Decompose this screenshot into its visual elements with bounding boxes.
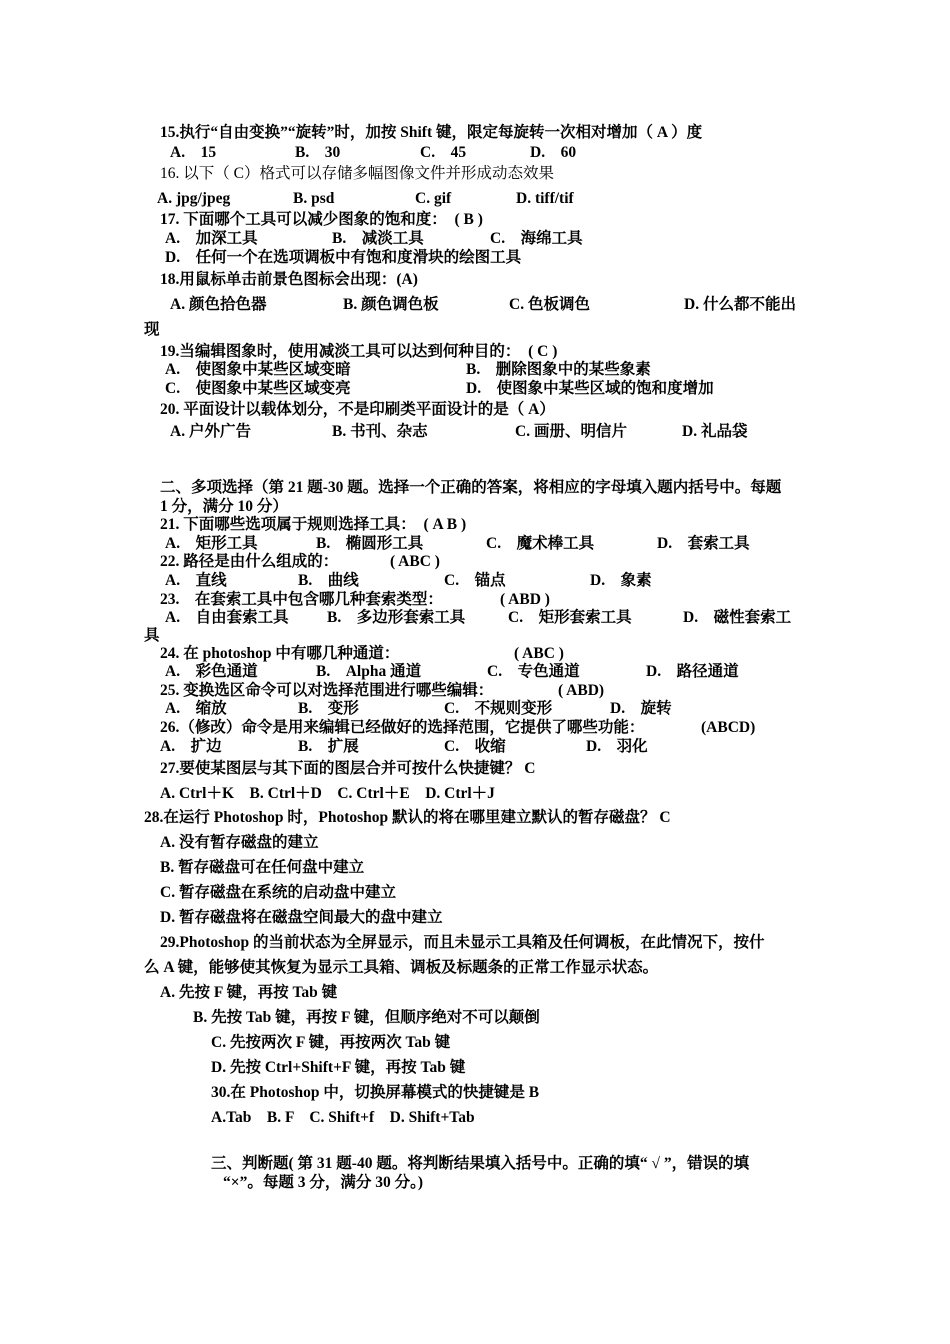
question-21-option-b: B. 椭圆形工具 <box>316 535 424 552</box>
question-15-option-c: C. 45 <box>420 144 467 161</box>
question-24-answer: ( ABC ) <box>514 645 564 662</box>
question-20-option-c: C. 画册、明信片 <box>515 423 627 440</box>
question-24-option-b: B. Alpha 通道 <box>316 663 422 680</box>
section-3-heading-line-2: “×”。每题 3 分，满分 30 分。) <box>223 1174 423 1191</box>
question-23-option-c: C. 矩形套索工具 <box>508 609 632 626</box>
question-23-option-a: A. 自由套索工具 <box>165 609 289 626</box>
question-20-option-a: A. 户外广告 <box>170 423 251 440</box>
question-29-option-a: A. 先按 F 键，再按 Tab 键 <box>160 984 338 1001</box>
question-28-option-d: D. 暂存磁盘将在磁盘空间最大的盘中建立 <box>160 909 443 926</box>
question-27-options: A. Ctrl＋K B. Ctrl＋D C. Ctrl＋E D. Ctrl＋J <box>160 785 495 802</box>
question-27-stem: 27.要使某图层与其下面的图层合并可按什么快捷键？ C <box>160 760 536 777</box>
question-28-stem: 28.在运行 Photoshop 时，Photoshop 默认的将在哪里建立默认的暂存磁盘？ C <box>144 809 671 826</box>
question-19-option-d: D. 使图象中某些区域的饱和度增加 <box>466 380 714 397</box>
question-17-option-d: D. 任何一个在选项调板中有饱和度滑块的绘图工具 <box>165 249 522 266</box>
question-20-option-d: D. 礼品袋 <box>682 423 748 440</box>
question-24-option-d: D. 路径通道 <box>646 663 739 680</box>
question-17-option-a: A. 加深工具 <box>165 230 258 247</box>
question-29-option-b: B. 先按 Tab 键，再按 F 键，但顺序绝对不可以颠倒 <box>193 1009 540 1026</box>
question-15-option-d: D. 60 <box>530 144 577 161</box>
question-24-option-a: A. 彩色通道 <box>165 663 258 680</box>
question-23-wrap: 具 <box>144 627 160 644</box>
question-21-stem: 21. 下面哪些选项属于规则选择工具： ( A B ) <box>160 516 467 533</box>
question-30-options: A.Tab B. F C. Shift+f D. Shift+Tab <box>211 1109 475 1126</box>
question-23-stem: 23. 在套索工具中包含哪几种套索类型： <box>160 591 443 608</box>
question-25-stem: 25. 变换选区命令可以对选择范围进行哪些编辑： <box>160 682 494 699</box>
question-28-option-a: A. 没有暂存磁盘的建立 <box>160 834 319 851</box>
question-16-option-c: C. gif <box>415 190 452 207</box>
question-24-stem: 24. 在 photoshop 中有哪几种通道： <box>160 645 400 662</box>
question-29-option-c: C. 先按两次 F 键，再按两次 Tab 键 <box>211 1034 451 1051</box>
question-23-option-b: B. 多边形套索工具 <box>327 609 466 626</box>
question-28-option-c: C. 暂存磁盘在系统的启动盘中建立 <box>160 884 396 901</box>
section-3-heading-line-1: 三、判断题( 第 31 题-40 题。将判断结果填入括号中。正确的填“ √ ”，错误的填 <box>211 1155 750 1172</box>
question-28-option-b: B. 暂存磁盘可在任何盘中建立 <box>160 859 365 876</box>
question-16-option-d: D. tiff/tif <box>516 190 574 207</box>
question-15-option-b: B. 30 <box>295 144 341 161</box>
question-25-option-a: A. 缩放 <box>165 700 227 717</box>
question-25-option-d: D. 旋转 <box>610 700 672 717</box>
question-21-option-c: C. 魔术棒工具 <box>486 535 595 552</box>
question-22-answer: ( ABC ) <box>390 553 440 570</box>
question-22-option-c: C. 锚点 <box>444 572 506 589</box>
question-22-stem: 22. 路径是由什么组成的： <box>160 553 339 570</box>
question-20-stem: 20. 平面设计以载体划分，不是印刷类平面设计的是（ A） <box>160 401 555 418</box>
question-18-option-b: B. 颜色调色板 <box>343 296 439 313</box>
question-25-option-b: B. 变形 <box>298 700 359 717</box>
question-15-stem: 15.执行“自由变换”“旋转”时，加按 Shift 键，限定每旋转一次相对增加（ A ）度 <box>160 124 703 141</box>
question-21-option-a: A. 矩形工具 <box>165 535 258 552</box>
question-17-option-c: C. 海绵工具 <box>490 230 583 247</box>
question-18-option-d: D. 什么都不能出 <box>684 296 796 313</box>
question-30-stem: 30.在 Photoshop 中，切换屏幕模式的快捷键是 B <box>211 1084 540 1101</box>
question-19-stem: 19.当编辑图象时，使用减淡工具可以达到何种目的： ( C ) <box>160 343 558 360</box>
question-26-stem: 26.（修改）命令是用来编辑已经做好的选择范围，它提供了哪些功能： <box>160 719 645 736</box>
question-26-option-b: B. 扩展 <box>298 738 359 755</box>
question-19-option-b: B. 删除图象中的某些象素 <box>466 361 651 378</box>
question-22-option-a: A. 直线 <box>165 572 227 589</box>
section-2-heading-line-2: 1 分，满分 10 分） <box>160 498 288 515</box>
question-17-stem: 17. 下面哪个工具可以减少图象的饱和度： ( B ) <box>160 211 483 228</box>
question-26-answer: (ABCD) <box>701 719 756 736</box>
question-24-option-c: C. 专色通道 <box>487 663 580 680</box>
section-2-heading-line-1: 二、多项选择（第 21 题-30 题。选择一个正确的答案，将相应的字母填入题内括号中。每题 <box>160 479 782 496</box>
question-18-wrap: 现 <box>144 321 160 338</box>
question-23-option-d: D. 磁性套索工 <box>683 609 792 626</box>
question-26-option-a: A. 扩边 <box>160 738 222 755</box>
question-29-stem-line-2: 么 A 键，能够使其恢复为显示工具箱、调板及标题条的正常工作显示状态。 <box>144 959 659 976</box>
question-15-option-a: A. 15 <box>170 144 217 161</box>
question-17-option-b: B. 减淡工具 <box>332 230 424 247</box>
question-19-option-c: C. 使图象中某些区域变亮 <box>165 380 351 397</box>
question-16-stem: 16. 以下（ C）格式可以存储多幅图像文件并形成动态效果 <box>160 165 554 182</box>
question-22-option-b: B. 曲线 <box>298 572 359 589</box>
question-20-option-b: B. 书刊、杂志 <box>332 423 428 440</box>
question-18-option-c: C. 色板调色 <box>509 296 590 313</box>
question-25-option-c: C. 不规则变形 <box>444 700 553 717</box>
question-21-option-d: D. 套索工具 <box>657 535 750 552</box>
question-29-option-d: D. 先按 Ctrl+Shift+F 键，再按 Tab 键 <box>211 1059 466 1076</box>
question-18-option-a: A. 颜色拾色器 <box>170 296 267 313</box>
question-25-answer: ( ABD) <box>558 682 605 699</box>
question-22-option-d: D. 象素 <box>590 572 652 589</box>
question-18-stem: 18.用鼠标单击前景色图标会出现：(A) <box>160 271 418 288</box>
question-26-option-c: C. 收缩 <box>444 738 506 755</box>
question-23-answer: ( ABD ) <box>500 591 550 608</box>
question-26-option-d: D. 羽化 <box>586 738 648 755</box>
question-19-option-a: A. 使图象中某些区域变暗 <box>165 361 351 378</box>
question-16-option-b: B. psd <box>293 190 335 207</box>
question-29-stem-line-1: 29.Photoshop 的当前状态为全屏显示，而且未显示工具箱及任何调板，在此情况下，按什 <box>160 934 765 951</box>
question-16-option-a: A. jpg/jpeg <box>157 190 231 207</box>
